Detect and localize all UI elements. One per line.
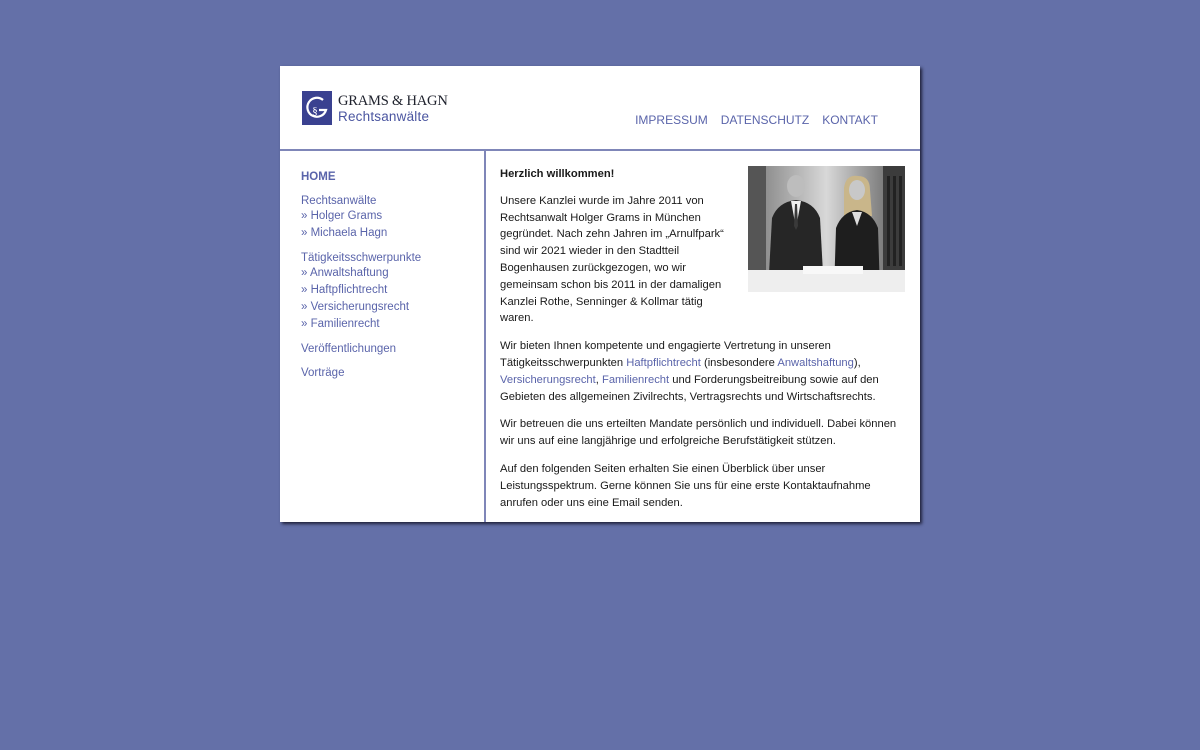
services-text: Wir bieten Ihnen kompetente und engagierte Vertretung in unseren Tätigkeitsschwerpunkten <box>500 340 831 369</box>
top-navigation <box>635 113 878 127</box>
familienrecht-link[interactable]: Familienrecht <box>601 373 670 386</box>
sidebar-item-anwaltshaftung[interactable]: » Anwaltshaftung <box>301 267 389 279</box>
page-container <box>280 66 920 522</box>
anwaltshaftung-link[interactable]: Anwaltshaftung <box>777 356 854 369</box>
sidebar-item-versicherungsrecht[interactable]: » Versicherungsrecht <box>301 301 410 313</box>
versicherungsrecht-link[interactable]: Versicherungsrecht <box>500 373 596 386</box>
brand-name: GRAMS & HAGN <box>338 93 448 109</box>
services-paragraph <box>500 338 905 405</box>
datenschutz-link[interactable]: DATENSCHUTZ <box>720 113 810 127</box>
services-text: und Forderungsbeitreibung sowie auf den Gebieten des allgemeinen Zivilrechts, Vertragsrechts und Wirtschaftsrechts. <box>500 373 879 403</box>
header <box>280 66 920 151</box>
sidebar-item-veroeffentlichungen[interactable]: Veröffentlichungen <box>301 343 397 355</box>
svg-text:§: § <box>312 105 318 117</box>
services-text: ), <box>853 356 861 369</box>
sidebar-item-michaela-hagn[interactable]: » Michaela Hagn <box>301 227 388 239</box>
sidebar-item-vortraege[interactable]: Vorträge <box>301 367 345 379</box>
mandate-paragraph: Wir betreuen die uns erteilten Mandate persönlich und individuell. Dabei können wir uns auf eine langjährige und erfolgreiche Berufstätigkeit stützen. <box>500 418 897 448</box>
haftpflichtrecht-link[interactable]: Haftpflichtrecht <box>626 356 701 369</box>
sidebar-item-holger-grams[interactable]: » Holger Grams <box>301 210 383 222</box>
services-text: , <box>595 373 602 386</box>
lawyers-photo <box>748 166 905 292</box>
sidebar-item-familienrecht[interactable]: » Familienrecht <box>301 318 380 330</box>
welcome-headline: Herzlich willkommen! <box>500 168 615 180</box>
sidebar-item-haftpflichtrecht[interactable]: » Haftpflichtrecht <box>301 284 388 296</box>
logo-gs-icon <box>302 91 332 125</box>
sidebar-item-home[interactable]: HOME <box>301 171 336 183</box>
sidebar-item-taetigkeitsschwerpunkte[interactable]: Tätigkeitsschwerpunkte <box>301 252 422 264</box>
services-text: (insbesondere <box>700 356 778 369</box>
kontakt-link[interactable]: KONTAKT <box>822 113 878 127</box>
impressum-link[interactable]: IMPRESSUM <box>635 113 708 127</box>
brand-subtitle: Rechtsanwälte <box>338 109 430 124</box>
logo[interactable] <box>302 91 448 127</box>
main-content <box>500 166 905 522</box>
overview-paragraph: Auf den folgenden Seiten erhalten Sie einen Überblick über unser Leistungsspektrum. Gerne können Sie uns für eine erste Kontaktaufnahme anrufen oder uns eine Email senden. <box>500 462 871 509</box>
intro-paragraph: Unsere Kanzlei wurde im Jahre 2011 von Rechtsanwalt Holger Grams in München gegründet. Nach zehn Jahren im „Arnulfpark“ sind wir 2021 wieder in den Stadtteil Bogenhausen zurückgezogen, wo wir gemeinsam schon bis 2011 in der damaligen Kanzlei Rothe, Senninger & Kollmar tätig waren. <box>500 194 724 325</box>
sidebar-item-rechtsanwaelte[interactable]: Rechtsanwälte <box>301 195 377 207</box>
sidebar <box>280 151 486 522</box>
